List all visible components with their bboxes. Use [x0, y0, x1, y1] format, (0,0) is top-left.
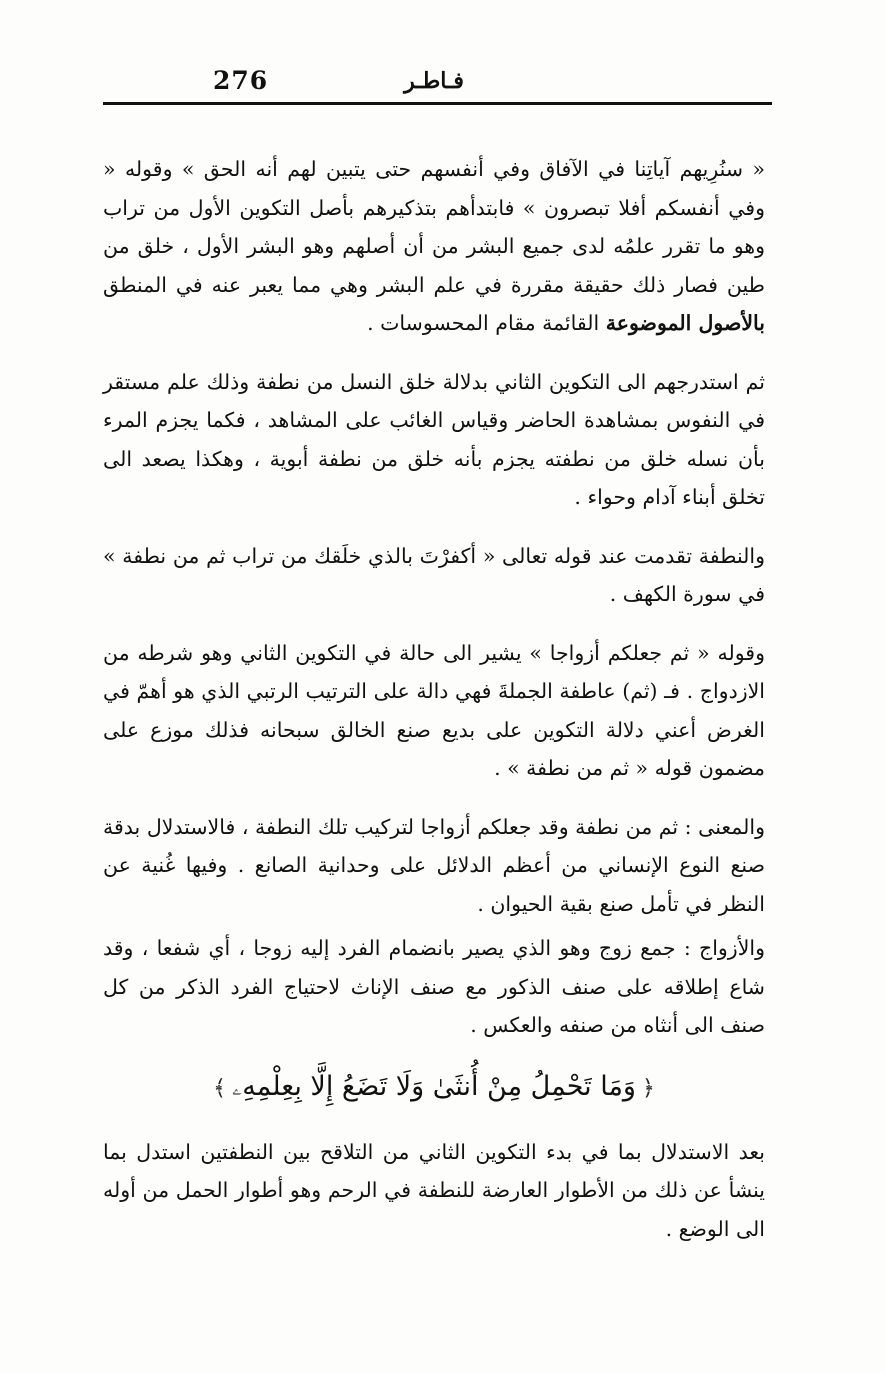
page-header [103, 62, 765, 102]
paragraph-4: وقوله « ثم جعلكم أزواجا » يشير الى حالة في التكوين الثاني وهو شرطه من الازدواج . فـ (ثم) عاطفة الجملةَ فهي دالة على الترتيب الرتبي الذي هو أهمّ في الغرض أعني دلالة التكوين على بديع صنع الخالق سبحانه فذلك موزع على مضمون قوله « ثم من نطفة » . [103, 640, 765, 780]
paragraph-1 [103, 150, 765, 343]
paragraph-2: ثم استدرجهم الى التكوين الثاني بدلالة خلق النسل من نطفة وذلك علم مستقر في النفوس بمشاهدة الحاضر وقياس الغائب على المشاهد ، فكما يجزم المرء بأن نسله خلق من نطفته يجزم بأنه خلق من نطفة أبوية ، وهكذا يصعد الى تخلق أبناء آدام وحواء . [103, 369, 765, 509]
paragraph-1-text-a: « سنُرِيهم آياتِنا في الآفاق وفي أنفسهم حتى يتبين لهم أنه الحق » وقوله « وفي أنفسكم أفلا تبصرون » فابتدأهم بتذكيرهم بأصل التكوين الأول من تراب وهو ما تقرر علمُه لدى جميع البشر من أن أصلهم وهو البشر الأول ، خلق من طين فصار ذلك حقيقة مقررة في علم البشر وهي مما يعبر عنه في المنطق [103, 157, 765, 297]
verse-text: وَمَا تَحْمِلُ مِنْ أُنثَىٰ وَلَا تَضَعُ إِلَّا بِعِلْمِهِۦ [232, 1070, 636, 1102]
page-number: 276 [213, 66, 269, 95]
paragraph-1-text-b: القائمة مقام المحسوسات . [367, 311, 600, 335]
paragraph-7: بعد الاستدلال بما في بدء التكوين الثاني من التلاقح بين النطفتين استدل بما ينشأ عن ذلك من الأطوار العارضة للنطفة في الرحم وهو أطوار الحمل من أوله الى الوضع . [103, 1139, 765, 1241]
quran-verse [103, 1067, 765, 1109]
verse-open-bracket: ﴿ [641, 1075, 655, 1101]
paragraph-5: والمعنى : ثم من نطفة وقد جعلكم أزواجا لتركيب تلك النطفة ، فالاستدلال بدقة صنع النوع الإنساني من أعظم الدلائل على وحدانية الصانع . وفيها غُنية عن النظر في تأمل صنع بقية الحيوان . [103, 814, 765, 916]
paragraph-1-bold-term: بالأصول الموضوعة [605, 311, 765, 335]
surah-title: فـاطـر [404, 68, 464, 94]
page-body [103, 150, 765, 1248]
header-rule [103, 102, 772, 105]
paragraph-3: والنطفة تقدمت عند قوله تعالى « أكفرْتَ بالذي خلَقك من تراب ثم من نطفة » في سورة الكهف . [103, 543, 765, 606]
verse-close-bracket: ﴾ [213, 1075, 227, 1101]
paragraph-6: والأزواج : جمع زوج وهو الذي يصير بانضمام الفرد إليه زوجا ، أي شفعا ، وقد شاع إطلاقه على صنف الذكور مع صنف الإناث لاحتياج الفرد الذكر من كل صنف الى أنثاه من صنفه والعكس . [103, 936, 765, 1037]
